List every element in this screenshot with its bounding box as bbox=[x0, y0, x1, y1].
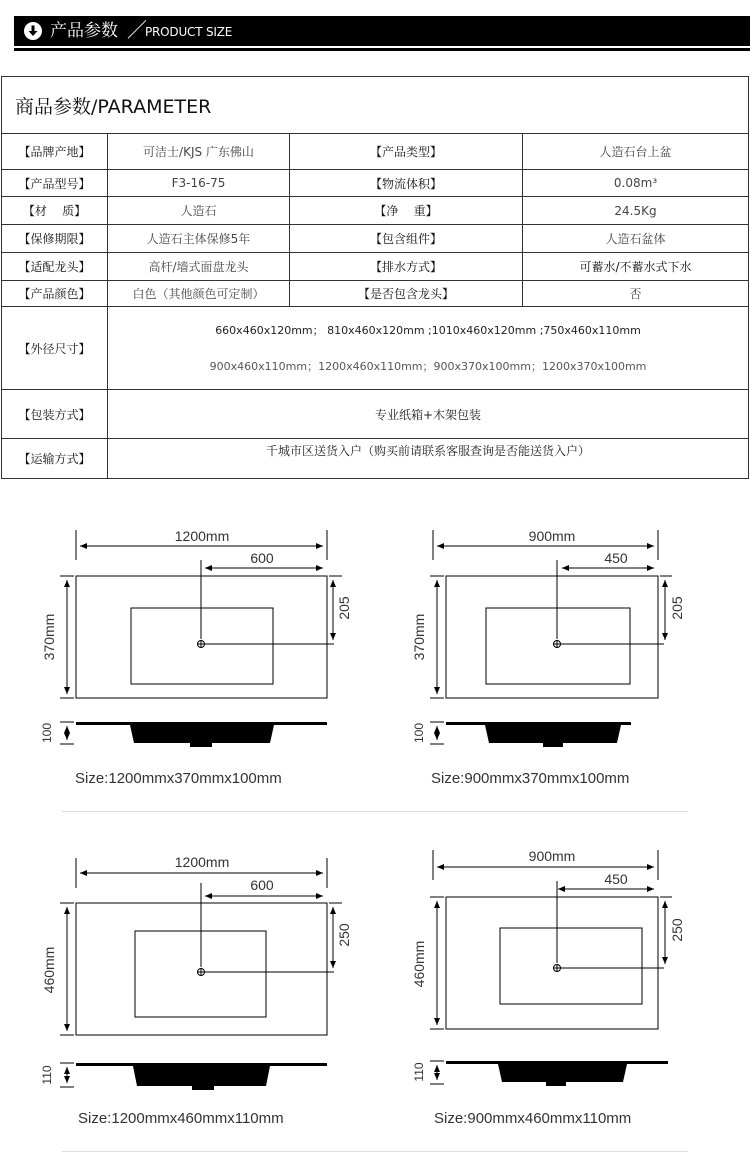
half-width-label: 600 bbox=[250, 877, 274, 893]
divider bbox=[62, 1151, 688, 1152]
drawing-900x460 bbox=[390, 840, 720, 1136]
size-caption: Size:1200mmx460mmx110mm bbox=[78, 1110, 284, 1127]
shipping-label: 【运输方式】 bbox=[2, 439, 108, 479]
row-label: 【保修期限】 bbox=[2, 225, 108, 253]
depth-label: 460mm bbox=[41, 946, 57, 994]
drawing-900x370 bbox=[390, 520, 720, 795]
row-label: 【是否包含龙头】 bbox=[290, 281, 523, 307]
half-width-label: 450 bbox=[604, 871, 628, 887]
packaging-value: 专业纸箱+木架包装 bbox=[108, 390, 749, 439]
row-value: 可洁士/KJS 广东佛山 bbox=[108, 134, 290, 170]
table-row bbox=[2, 134, 749, 170]
row-value: 人造石主体保修5年 bbox=[108, 225, 290, 253]
drain-offset-label: 205 bbox=[336, 596, 352, 620]
row-value: 24.5Kg bbox=[523, 197, 749, 225]
outer-size-line-2: 900x460x110mm；1200x460x110mm；900x370x100mm；1200x370x100mm bbox=[209, 360, 647, 373]
table-row bbox=[2, 307, 749, 390]
outer-size-label: 【外径尺寸】 bbox=[2, 307, 108, 390]
row-label: 【净 重】 bbox=[290, 197, 523, 225]
width-label: 900mm bbox=[528, 528, 576, 544]
outer-size-line-1: 660x460x120mm； 810x460x120mm ;1010x460x120mm ;750x460x110mm bbox=[215, 324, 641, 337]
row-label: 【包含组件】 bbox=[290, 225, 523, 253]
row-label: 【适配龙头】 bbox=[2, 253, 108, 281]
table-row bbox=[2, 439, 749, 479]
packaging-label: 【包装方式】 bbox=[2, 390, 108, 439]
parameter-table bbox=[1, 76, 749, 479]
height-label: 100 bbox=[412, 722, 426, 744]
row-value: 否 bbox=[523, 281, 749, 307]
half-width-label: 450 bbox=[604, 550, 628, 566]
drain-offset-label: 205 bbox=[669, 596, 685, 620]
drain-offset-label: 250 bbox=[669, 918, 685, 942]
row-label: 【材 质】 bbox=[2, 197, 108, 225]
drawing-1200x370 bbox=[30, 520, 360, 795]
row-value: 人造石台上盆 bbox=[523, 134, 749, 170]
height-label: 110 bbox=[40, 1065, 54, 1085]
header-title-cn: 产品参数 bbox=[50, 21, 118, 41]
row-label: 【产品型号】 bbox=[2, 170, 108, 197]
table-row bbox=[2, 390, 749, 439]
size-caption: Size:1200mmx370mmx100mm bbox=[75, 770, 282, 787]
row-label: 【排水方式】 bbox=[290, 253, 523, 281]
row-label: 【物流体积】 bbox=[290, 170, 523, 197]
height-label: 110 bbox=[412, 1062, 426, 1082]
row-label: 【产品颜色】 bbox=[2, 281, 108, 307]
table-row bbox=[2, 281, 749, 307]
header-title-en: PRODUCT SIZE bbox=[145, 25, 233, 39]
half-width-label: 600 bbox=[250, 550, 274, 566]
size-caption: Size:900mmx370mmx100mm bbox=[431, 770, 630, 787]
outer-size-values bbox=[108, 307, 749, 390]
table-row bbox=[2, 253, 749, 281]
down-arrow-circle-icon bbox=[24, 22, 42, 40]
drawing-1200x460 bbox=[30, 846, 360, 1136]
row-label: 【产品类型】 bbox=[290, 134, 523, 170]
table-row bbox=[2, 197, 749, 225]
row-value: 高杆/墙式面盘龙头 bbox=[108, 253, 290, 281]
row-value: 人造石 bbox=[108, 197, 290, 225]
depth-label: 370mm bbox=[41, 613, 57, 661]
row-value: 可蓄水/不蓄水式下水 bbox=[523, 253, 749, 281]
row-value: F3-16-75 bbox=[108, 170, 290, 197]
divider bbox=[62, 811, 688, 812]
depth-label: 460mm bbox=[411, 940, 427, 988]
width-label: 1200mm bbox=[174, 854, 230, 870]
table-title: 商品参数/PARAMETER bbox=[2, 77, 749, 134]
drain-offset-label: 250 bbox=[336, 923, 352, 947]
size-caption: Size:900mmx460mmx110mm bbox=[434, 1110, 632, 1127]
height-label: 100 bbox=[40, 722, 54, 744]
shipping-value: 千城市区送货入户（购买前请联系客服查询是否能送货入户） bbox=[108, 439, 749, 479]
section-header bbox=[14, 16, 750, 46]
header-slash: ／ bbox=[127, 18, 147, 42]
width-label: 1200mm bbox=[174, 528, 230, 544]
width-label: 900mm bbox=[528, 848, 576, 864]
header-underline bbox=[14, 48, 750, 51]
row-value: 人造石盆体 bbox=[523, 225, 749, 253]
depth-label: 370mm bbox=[411, 613, 427, 661]
row-value: 0.08m³ bbox=[523, 170, 749, 197]
table-row bbox=[2, 170, 749, 197]
row-value: 白色（其他颜色可定制） bbox=[108, 281, 290, 307]
table-row bbox=[2, 225, 749, 253]
row-label: 【品牌产地】 bbox=[2, 134, 108, 170]
